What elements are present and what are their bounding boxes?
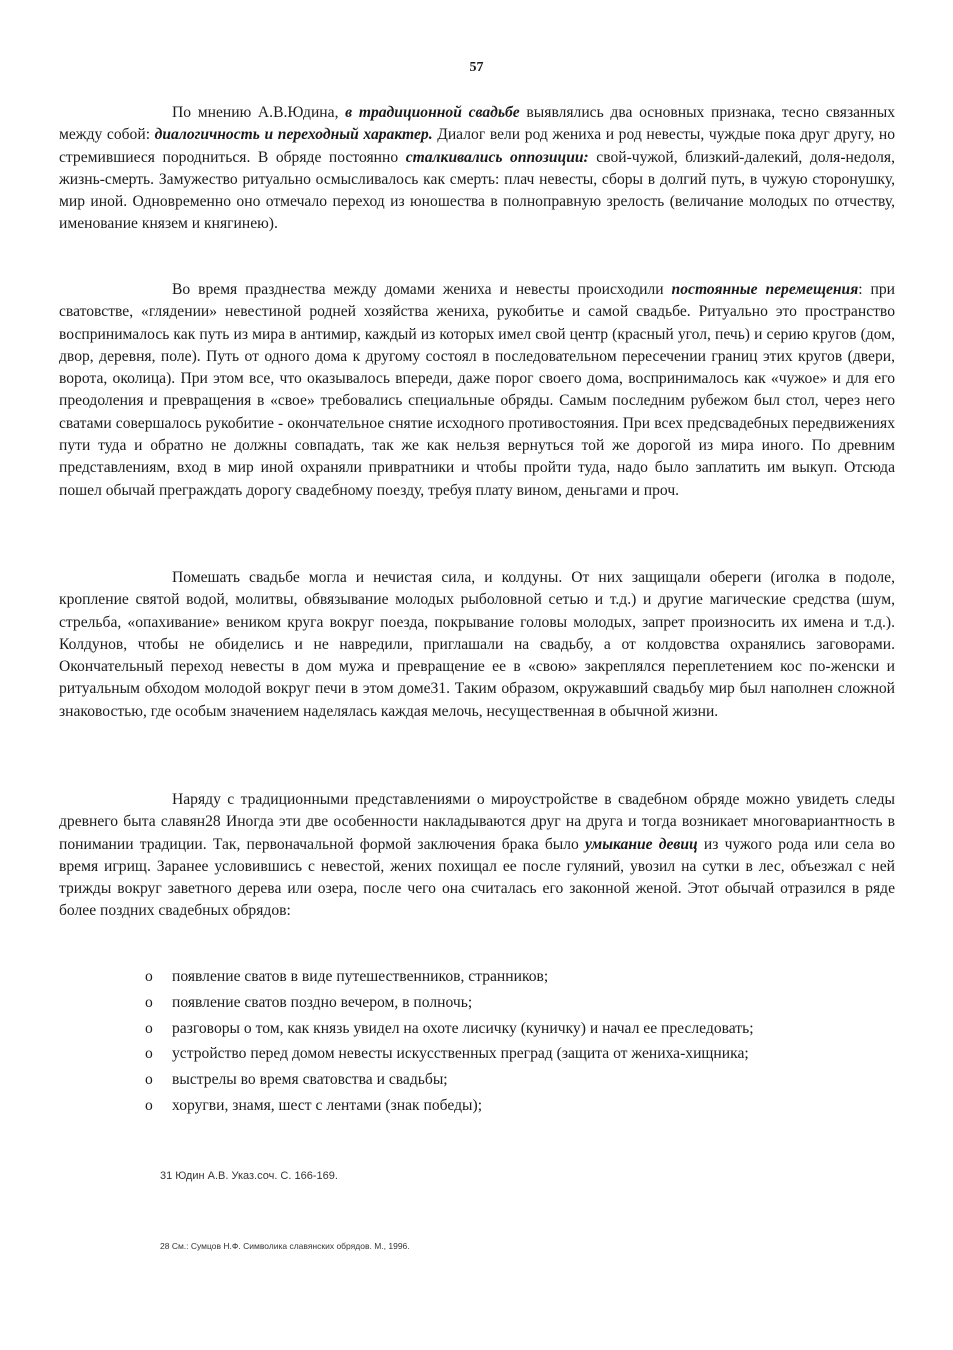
footnote-31: 31 Юдин А.В. Указ.соч. С. 166-169.: [160, 1170, 338, 1182]
paragraph-1-text-4: свой-чужой, близкий-далекий, доля-недоля, жизнь-смерть. Замужество ритуально осмысливалось как смерть: плач невесты, сборы в долгий путь, в чужую сторонушку, мир иной. Одновременно оно отмечало переход из юношества в полноправную зрелость (величание молодых по отчеству, именование князем и княгинею).: [59, 148, 895, 233]
paragraph-2-text-2: : при сватовстве, «глядении» невестиной родней хозяйства жениха, рукобитье и самой свадьбе. Ритуально это пространство воспринималось как путь из мира в антимир, каждый из которых имел свой центр (красный угол, печь) и серию кругов (дом, двор, деревня, поле). Путь от одного дома к другому состоял в последовательном пересечении границ этих кругов (двери, ворота, околица). При этом все, что оказывалось впереди, даже порог своего дома, воспринималось как «чужое» и для его преодоления и превращения в «свое» требовались специальные обряды. Самым последним рубежом был стол, через него сватами совершалось рукобитие - окончательное снятие исходного противостояния. При всех предсвадебных передвижениях пути туда и обратно не должны совпадать, так же как нельзя вернуться той же дорогой из мира иного. По древним представлениям, вход в мир иной охраняли привратники и чтобы пройти туда, надо было заплатить им выкуп. Отсюда пошел обычай преграждать дорогу свадебному поезду, требуя плату вином, деньгами и проч.: [59, 281, 895, 499]
bullet-marker: o: [145, 1071, 153, 1089]
emphasis-dialogic-transitional: диалогичность и переходный характер.: [154, 126, 433, 144]
list-item-text: разговоры о том, как князь увидел на охоте лисичку (куничку) и начал ее преследовать;: [172, 1019, 754, 1037]
bullet-marker: o: [145, 968, 153, 985]
emphasis-bride-abduction: умыкание девиц: [584, 835, 698, 853]
list-item-text: выстрелы во время сватовства и свадьбы;: [172, 1071, 448, 1089]
list-item-text: появление сватов поздно вечером, в полночь;: [172, 993, 473, 1011]
emphasis-traditional-wedding: в традиционной свадьбе: [345, 104, 520, 121]
paragraph-3: [59, 567, 895, 723]
emphasis-oppositions: сталкивались оппозиции:: [405, 148, 589, 166]
bullet-marker: o: [145, 1096, 153, 1114]
list-item: [145, 990, 905, 1016]
bullet-marker: o: [145, 1019, 153, 1037]
list-item: [145, 1067, 905, 1093]
paragraph-1-text-2: выявлялись два основных признака, тесно связанных между собой:: [59, 104, 895, 144]
paragraph-1-text-3: Диалог вели род жениха и род невесты, чуждые пока друг другу, но стремившиеся породниться. В обряде постоянно: [59, 126, 895, 166]
list-item: [145, 1016, 905, 1042]
paragraph-4-text-2: из чужого рода или села во время игрищ. Заранее условившись с невестой, жених похищал ее после гуляний, увозил на сутки в лес, объезжал с ней трижды вокруг заветного дерева или озера, после чего она считалась его законной женой. Этот обычай отразился в ряде более поздних свадебных обрядов:: [59, 835, 895, 920]
list-item-text: хоругви, знамя, шест с лентами (знак победы);: [172, 1096, 483, 1114]
page-number: 57: [469, 60, 484, 75]
bullet-marker: o: [145, 1045, 153, 1063]
bullet-marker: o: [145, 993, 153, 1011]
paragraph-2: [59, 279, 895, 502]
emphasis-constant-movements: постоянные перемещения: [671, 281, 859, 298]
footnote-28: 28 См.: Сумцов Н.Ф. Символика славянских обрядов. М., 1996.: [160, 1241, 410, 1251]
paragraph-4: [59, 789, 895, 923]
list-item-text: появление сватов в виде путешественников, странников;: [172, 968, 549, 985]
paragraph-1: [59, 102, 895, 236]
list-item: [145, 1093, 905, 1119]
list-item: [145, 1041, 905, 1067]
list-item: [145, 964, 905, 990]
paragraph-4-text-1: Наряду с традиционными представлениями о мироустройстве в свадебном обряде можно увидеть следы древнего быта славян28 Иногда эти две особенности накладываются друг на друга и тогда возникает многовариантность в понимании традиции. Так, первоначальной формой заключения брака было: [59, 791, 895, 853]
paragraph-2-text-1: Во время празднества между домами жениха и невесты происходили: [172, 281, 672, 298]
paragraph-3-text-1: Помешать свадьбе могла и нечистая сила, и колдуны. От них защищали обереги (иголка в подоле, кропление святой водой, молитвы, обвязывание молодых рыболовной сетью и т.д.) и другие магические средства (шум, стрельба, «опахивание» веником круга вокруг поезда, покрывание головы молодых, запрет произносить их имена и т.д.). Колдунов, чтобы не обиделись и не навредили, приглашали на свадьбу, а от колдовства охранялись заговорами. Окончательный переход невесты в дом мужа и превращение ее в «свою» закреплялся переплетением кос по-женски и ритуальным обходом молодой вокруг печи в этом доме31. Таким образом, окружавший свадьбу мир был наполнен сложной знаковостью, где особым значением наделялась каждая мелочь, несущественная в обычной жизни.: [59, 569, 895, 720]
list-item-text: устройство перед домом невесты искусственных преград (защита от жениха-хищника;: [172, 1045, 749, 1063]
paragraph-1-text-1: По мнению А.В.Юдина,: [172, 104, 346, 121]
wedding-rites-list: [145, 964, 905, 1119]
